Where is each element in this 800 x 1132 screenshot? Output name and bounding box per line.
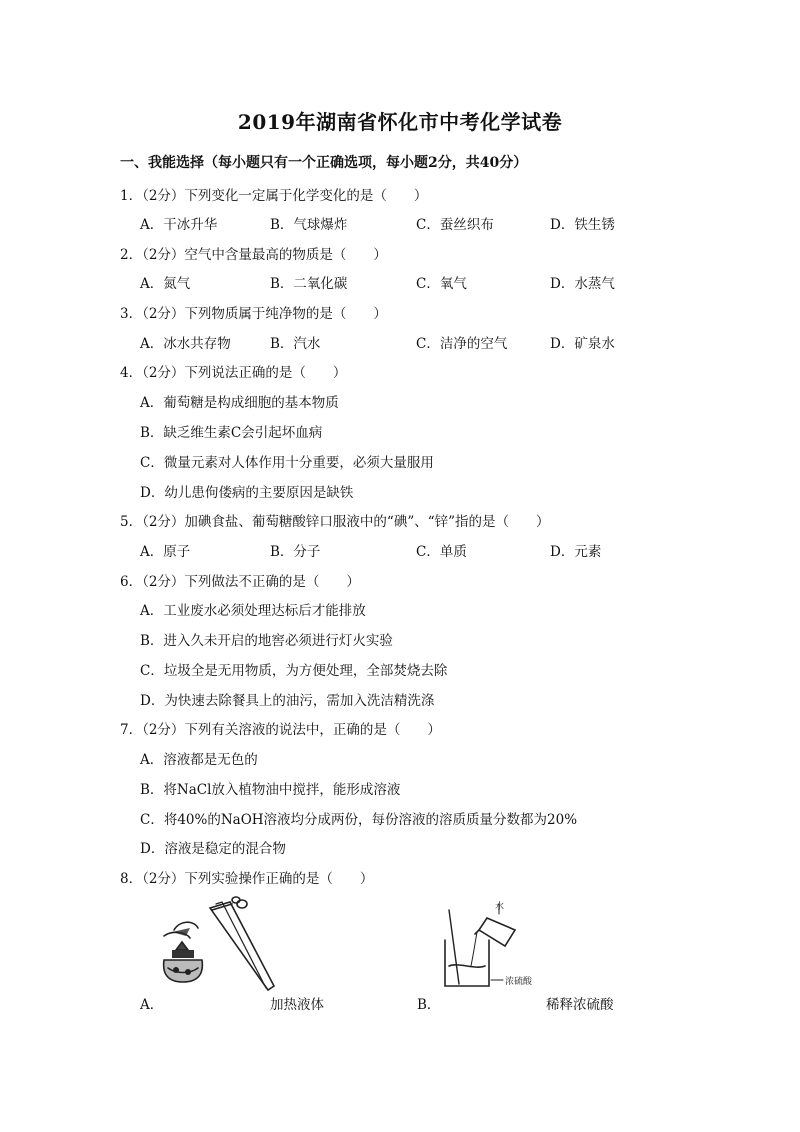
question-5-options	[140, 540, 640, 560]
option-c: C．蚕丝织布	[416, 217, 494, 233]
option-d: D．元素	[550, 544, 602, 560]
option-a: A．葡萄糖是构成细胞的基本物质	[140, 395, 339, 411]
question-6-stem: 6．（2分）下列做法不正确的是（ ）	[120, 574, 360, 590]
option-d: D．铁生锈	[550, 217, 615, 233]
question-1-stem: 1．（2分）下列变化一定属于化学变化的是（ ）	[120, 188, 428, 204]
option-b: B．二氧化碳	[270, 276, 348, 292]
dilute-sulfuric-acid-figure	[435, 900, 585, 995]
acid-label: 浓硫酸	[505, 977, 533, 987]
option-d: D．溶液是稳定的混合物	[140, 841, 286, 857]
option-d: D．为快速去除餐具上的油污，需加入洗洁精洗涤	[140, 693, 435, 709]
option-a: A．氮气	[140, 276, 191, 292]
option-d: D．水蒸气	[550, 276, 615, 292]
section-heading: 一、我能选择（每小题只有一个正确选项，每小题2分，共40分）	[120, 155, 528, 171]
option-b: B．气球爆炸	[270, 217, 348, 233]
question-3-stem: 3．（2分）下列物质属于纯净物的是（ ）	[120, 306, 387, 322]
question-2-options	[140, 272, 640, 292]
option-b: B．缺乏维生素C会引起坏血病	[140, 425, 323, 441]
option-d: D．幼儿患佝偻病的主要原因是缺铁	[140, 485, 354, 501]
option-b: B．进入久未开启的地窖必须进行灯火实验	[140, 633, 393, 649]
option-c: C．单质	[416, 544, 467, 560]
option-c: C．微量元素对人体作用十分重要，必须大量服用	[140, 455, 434, 471]
figure-b-option: B．	[417, 997, 441, 1013]
option-b: B．汽水	[270, 336, 321, 352]
water-label: 水	[495, 902, 505, 912]
option-b: B．将NaCl放入植物油中搅拌，能形成溶液	[140, 782, 401, 798]
option-d: D．矿泉水	[550, 336, 615, 352]
question-8-stem: 8．（2分）下列实验操作正确的是（ ）	[120, 871, 374, 887]
question-7-stem: 7．（2分）下列有关溶液的说法中，正确的是（ ）	[120, 722, 441, 738]
question-2-stem: 2．（2分）空气中含量最高的物质是（ ）	[120, 247, 387, 263]
question-1-options	[140, 213, 640, 233]
option-a: A．干冰升华	[140, 217, 218, 233]
figure-a-option: A．	[140, 997, 164, 1013]
option-b: B．分子	[270, 544, 321, 560]
question-4-stem: 4．（2分）下列说法正确的是（ ）	[120, 365, 347, 381]
option-a: A．冰水共存物	[140, 336, 231, 352]
figure-b-caption: 稀释浓硫酸	[546, 997, 614, 1013]
option-c: C．氧气	[416, 276, 467, 292]
heating-liquid-figure	[150, 890, 290, 995]
page-title: 2019年湖南省怀化市中考化学试卷	[237, 110, 563, 134]
question-3-options	[140, 332, 640, 352]
option-c: C．洁净的空气	[416, 336, 508, 352]
question-5-stem: 5．（2分）加碘食盐、葡萄糖酸锌口服液中的“碘”、“锌”指的是（ ）	[120, 514, 550, 530]
option-a: A．工业废水必须处理达标后才能排放	[140, 603, 366, 619]
option-c: C．垃圾全是无用物质，为方便处理，全部焚烧去除	[140, 663, 448, 679]
option-a: A．原子	[140, 544, 191, 560]
option-c: C．将40%的NaOH溶液均分成两份，每份溶液的溶质质量分数都为20%	[140, 812, 578, 828]
figure-a-caption: 加热液体	[270, 997, 324, 1013]
option-a: A．溶液都是无色的	[140, 752, 258, 768]
